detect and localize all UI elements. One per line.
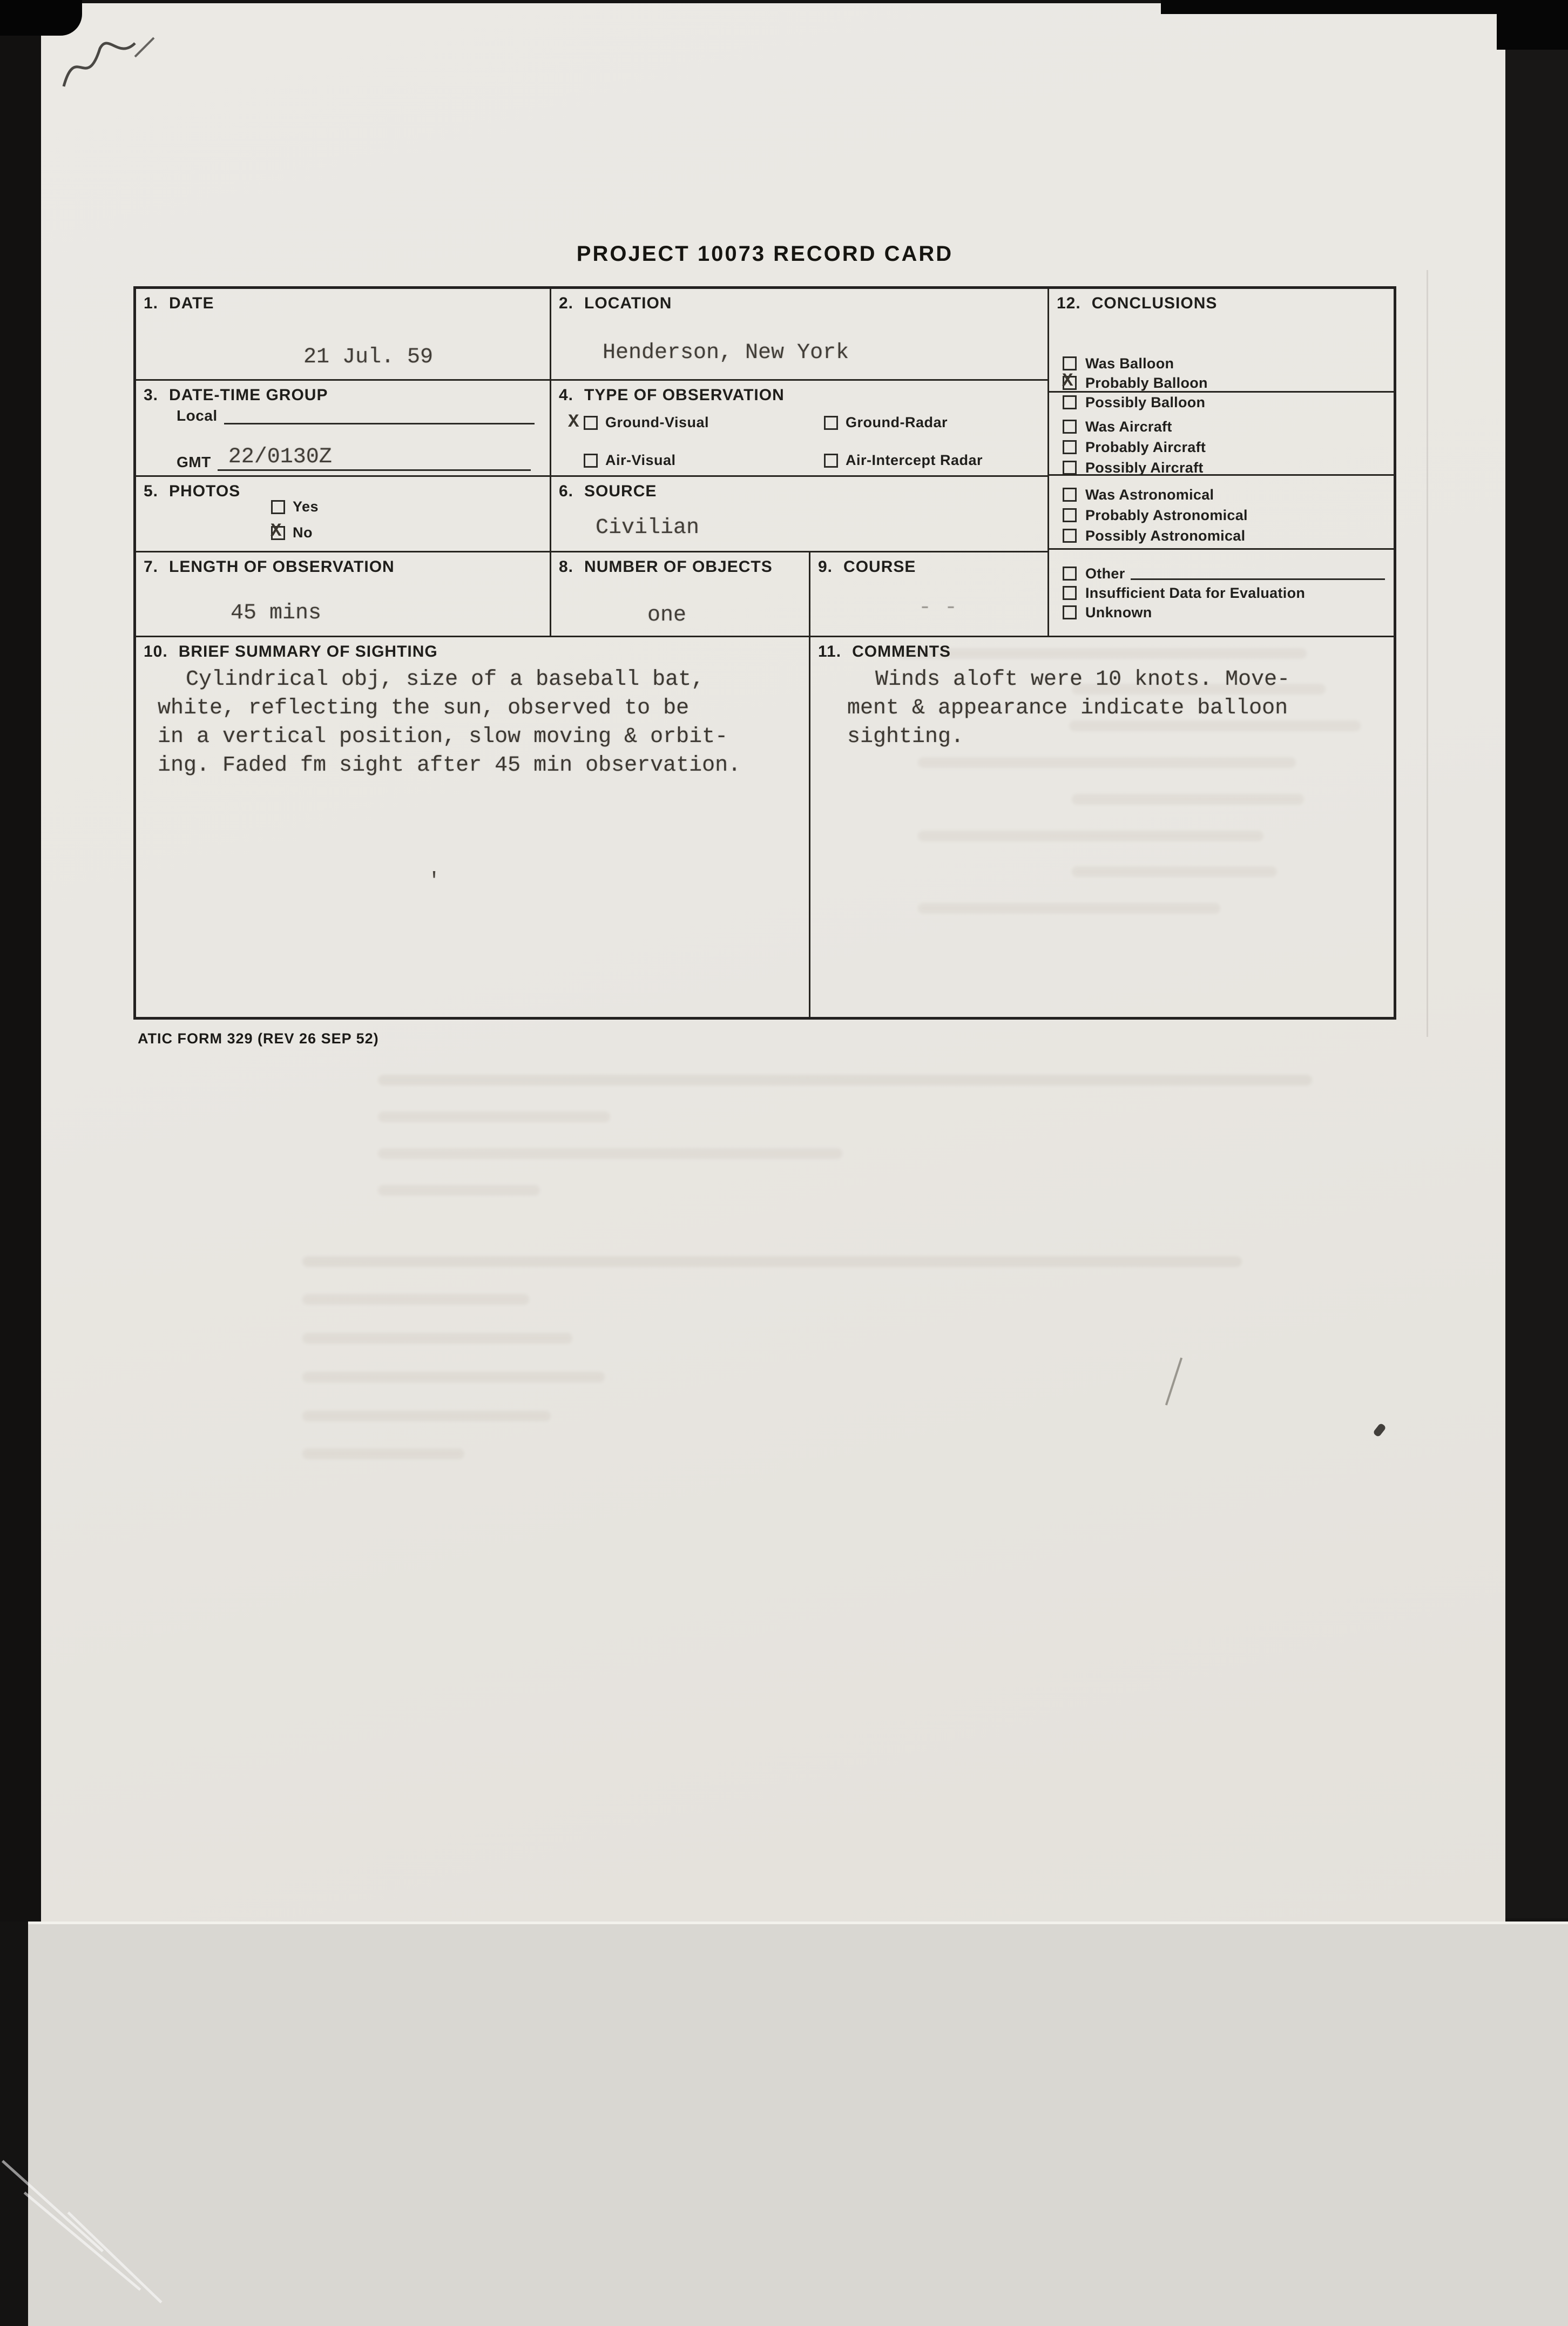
checkbox-icon: X <box>271 526 285 540</box>
field-label: 2. LOCATION <box>559 294 672 312</box>
bleedthrough-artifact <box>378 1111 610 1122</box>
pen-scribble <box>54 27 184 113</box>
conclusion-item: Was Balloon <box>1049 354 1394 373</box>
checkbox-icon <box>1063 420 1077 434</box>
conclusion-item: Probably Astronomical <box>1049 505 1394 525</box>
location-value: Henderson, New York <box>603 341 849 365</box>
conclusion-item: Was Aircraft <box>1049 416 1394 437</box>
field-length-of-observation <box>136 552 551 637</box>
conclusion-item: Insufficient Data for Evaluation <box>1049 583 1394 603</box>
page-title: PROJECT 10073 RECORD CARD <box>576 242 954 266</box>
field-label: 7. LENGTH OF OBSERVATION <box>144 558 395 576</box>
conclusions-other-group <box>1049 548 1394 637</box>
bleedthrough-artifact <box>302 1411 551 1421</box>
conclusion-item: Unknown <box>1049 603 1394 622</box>
field-label: 11. COMMENTS <box>818 643 951 660</box>
field-label: 1. DATE <box>144 294 214 312</box>
checkbox-icon <box>1063 461 1077 475</box>
length-value: 45 mins <box>231 601 322 625</box>
conclusion-item: Other <box>1049 564 1394 583</box>
local-time-row: Local <box>177 404 535 424</box>
checkbox-icon: X <box>584 416 598 430</box>
stray-typed-mark: ' <box>428 869 441 894</box>
scan-edge-left <box>0 0 41 1922</box>
gmt-value: 22/0130Z <box>228 445 332 469</box>
option-ground-visual: X Ground-Visual <box>568 412 709 433</box>
option-ground-radar: Ground-Radar <box>824 414 948 431</box>
option-photos-no: X No <box>271 521 313 542</box>
conclusion-item: Possibly Astronomical <box>1049 525 1394 546</box>
conclusions-balloon-group <box>1049 289 1394 410</box>
field-location <box>551 289 1049 381</box>
field-comments <box>810 637 1394 1017</box>
conclusions-astronomical-group <box>1049 474 1394 548</box>
checkbox-icon <box>271 500 285 514</box>
field-date <box>136 289 551 381</box>
field-label: 3. DATE-TIME GROUP <box>144 386 328 404</box>
comments-text: Winds aloft were 10 knots. Move- ment & appearance indicate balloon sighting. <box>847 668 1290 749</box>
field-number-of-objects <box>551 552 810 637</box>
bleedthrough-artifact <box>378 1075 1312 1086</box>
conclusion-item: X Probably Balloon <box>1062 371 1208 392</box>
field-date-time-group <box>136 381 551 477</box>
gmt-time-row: GMT 22/0130Z <box>177 441 531 471</box>
field-label: 12. CONCLUSIONS <box>1057 294 1218 312</box>
conclusion-item: Probably Aircraft <box>1049 437 1394 457</box>
conclusion-item: Possibly Balloon <box>1049 393 1394 412</box>
source-value: Civilian <box>596 516 700 540</box>
checkbox-icon <box>1063 488 1077 502</box>
summary-text: Cylindrical obj, size of a baseball bat, white, reflecting the sun, observed to be in a vertical position, slow moving & orbit- ing. Faded fm sight after 45 min observation. <box>158 668 741 778</box>
checkbox-icon <box>584 454 598 468</box>
field-label: 5. PHOTOS <box>144 482 241 500</box>
field-label: 8. NUMBER OF OBJECTS <box>559 558 773 576</box>
field-type-of-observation <box>551 381 1049 477</box>
other-blank-line <box>1131 568 1385 580</box>
bleedthrough-artifact <box>302 1256 1242 1267</box>
option-air-visual: Air-Visual <box>584 452 676 469</box>
scan-edge-right <box>1505 0 1568 1918</box>
field-photos <box>136 477 551 552</box>
checkbox-icon <box>824 416 838 430</box>
checkbox-icon <box>1063 605 1077 619</box>
field-course <box>810 552 1049 637</box>
checkbox-icon <box>1063 440 1077 454</box>
field-label: 4. TYPE OF OBSERVATION <box>559 386 785 404</box>
course-value: - - <box>918 596 958 620</box>
field-conclusions <box>1049 289 1394 637</box>
local-blank-line <box>224 404 535 424</box>
field-source <box>551 477 1049 552</box>
field-label: 6. SOURCE <box>559 482 657 500</box>
checkbox-icon: X <box>1063 376 1077 390</box>
field-label: 9. COURSE <box>818 558 916 576</box>
checkbox-icon <box>1063 508 1077 522</box>
bleedthrough-artifact <box>302 1372 605 1383</box>
date-value: 21 Jul. 59 <box>303 345 434 369</box>
bleedthrough-artifact <box>302 1448 464 1459</box>
option-photos-yes: Yes <box>271 498 319 515</box>
checkbox-icon <box>824 454 838 468</box>
bleedthrough-artifact <box>378 1185 540 1196</box>
checkbox-icon <box>1063 529 1077 543</box>
field-label: 10. BRIEF SUMMARY OF SIGHTING <box>144 643 438 660</box>
form-number: ATIC FORM 329 (REV 26 SEP 52) <box>138 1030 379 1047</box>
paper-crease <box>1427 270 1428 1037</box>
scan-corner-shadow <box>1497 0 1568 50</box>
record-card <box>133 286 1396 1020</box>
option-air-intercept-radar: Air-Intercept Radar <box>824 452 983 469</box>
field-brief-summary <box>136 637 810 1017</box>
conclusion-item: Was Astronomical <box>1049 484 1394 505</box>
checkbox-icon <box>1063 567 1077 581</box>
conclusions-aircraft-group <box>1049 391 1394 474</box>
conclusion-item: Possibly Aircraft <box>1049 457 1394 478</box>
paper-bottom-sheet <box>28 1922 1568 2326</box>
checkbox-icon <box>1063 586 1077 600</box>
bleedthrough-artifact <box>302 1333 572 1344</box>
objects-value: one <box>647 603 687 628</box>
bleedthrough-artifact <box>378 1148 842 1159</box>
gmt-blank-line <box>218 441 531 471</box>
checkbox-icon <box>1063 356 1077 370</box>
bleedthrough-artifact <box>302 1294 529 1305</box>
